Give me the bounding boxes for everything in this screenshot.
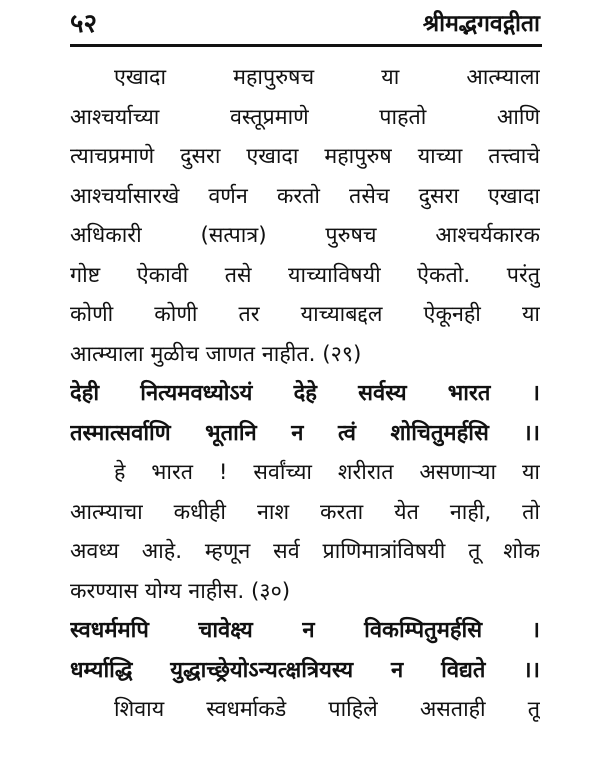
prose-line: गोष्ट ऐकावी तसे याच्याविषयी ऐकतो. परंतु bbox=[70, 262, 540, 288]
sanskrit-verse-line: स्वधर्ममपि चावेक्ष्य न विकम्पितुमर्हसि । bbox=[70, 618, 540, 643]
sanskrit-verse-line: तस्मात्सर्वाणि भूतानि न त्वं शोचितुमर्हसि ।। bbox=[70, 420, 540, 446]
prose-line: आश्चर्याच्या वस्तूप्रमाणे पाहतो आणि bbox=[70, 104, 540, 130]
prose-line: आत्म्याचा कधीही नाश करता येत नाही, तो bbox=[70, 499, 540, 525]
prose-line: हे भारत ! सर्वांच्या शरीरात असणाऱ्या या bbox=[114, 460, 540, 485]
prose-line: अवध्य आहे. म्हणून सर्व प्राणिमात्रांविषयी तू शोक bbox=[70, 539, 540, 564]
prose-line: त्याचप्रमाणे दुसरा एखादा महापुरुष याच्या तत्त्वाचे bbox=[70, 144, 540, 169]
page-header bbox=[70, 0, 540, 44]
prose-line: अधिकारी (सत्पात्र) पुरुषच आश्चर्यकारक bbox=[70, 223, 540, 248]
prose-line: आश्चर्यासारखे वर्णन करतो तसेच दुसरा एखादा bbox=[70, 183, 540, 209]
page-body bbox=[70, 58, 540, 730]
running-title: श्रीमद्भगवद्गीता bbox=[422, 11, 540, 37]
sanskrit-verse-line: धर्म्याद्धि युद्धाच्छ्रेयोऽन्यत्क्षत्रियस्य न विद्यते ।। bbox=[70, 657, 540, 683]
prose-line: शिवाय स्वधर्माकडे पाहिले असताही तू bbox=[114, 697, 540, 722]
prose-line: एखादा महापुरुषच या आत्म्याला bbox=[114, 65, 540, 90]
prose-line: आत्म्याला मुळीच जाणत नाहीत. (२९) bbox=[70, 341, 362, 367]
page-number: ५२ bbox=[70, 9, 98, 39]
sanskrit-verse-line: देही नित्यमवध्योऽयं देहे सर्वस्य भारत । bbox=[70, 381, 540, 406]
prose-line: करण्यास योग्य नाहीस. (३०) bbox=[70, 578, 291, 604]
header-rule bbox=[70, 44, 542, 47]
prose-line: कोणी कोणी तर याच्याबद्दल ऐकूनही या bbox=[70, 302, 540, 327]
